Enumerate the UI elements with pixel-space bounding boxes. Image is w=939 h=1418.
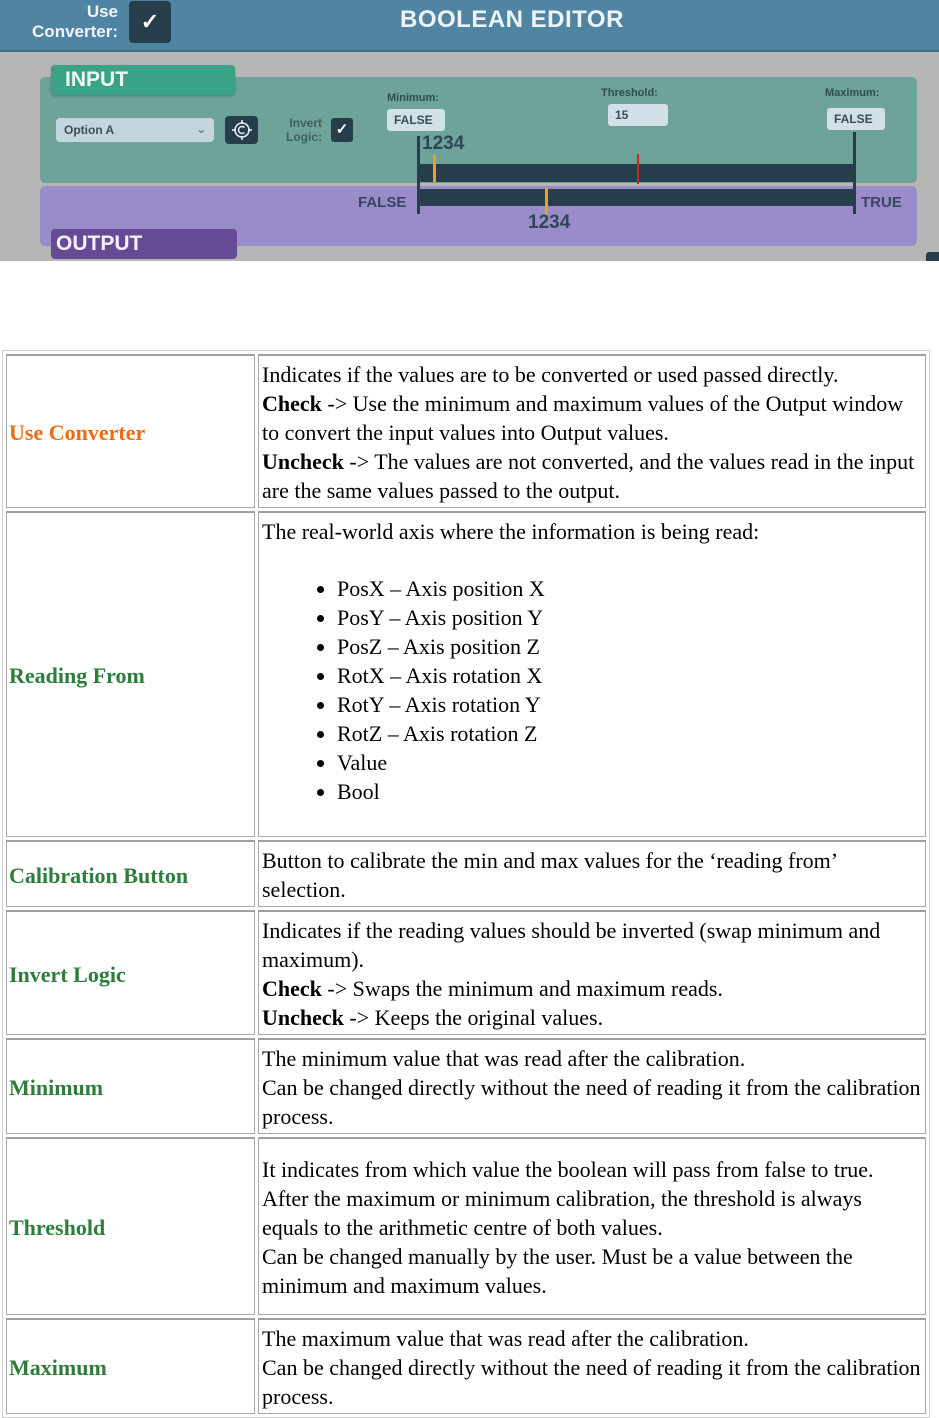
- checkmark-icon: ✓: [335, 121, 349, 138]
- output-false-label: FALSE: [358, 194, 407, 211]
- param-name: Invert Logic: [6, 910, 255, 1035]
- editor-header: [0, 0, 939, 52]
- desc-bold: Uncheck: [262, 1005, 344, 1030]
- use-converter-label: [18, 2, 118, 42]
- output-true-label: TRUE: [861, 194, 902, 211]
- table-row: [6, 1318, 926, 1414]
- minimum-field[interactable]: FALSE: [387, 109, 445, 131]
- table-row: [6, 354, 926, 508]
- desc-line: [262, 447, 923, 505]
- list-item: • PosX – Axis position X: [337, 574, 923, 603]
- list-item: • RotX – Axis rotation X: [337, 661, 923, 690]
- threshold-marker: [637, 154, 639, 184]
- param-name: Maximum: [6, 1318, 255, 1414]
- parameter-table: [2, 350, 930, 1418]
- desc-line: The maximum value that was read after the calibration.: [262, 1326, 749, 1351]
- list-item: • Bool: [337, 777, 923, 806]
- use-converter-checkbox[interactable]: [129, 1, 171, 43]
- desc-text: -> Keeps the original values.: [343, 1005, 604, 1030]
- threshold-label: Threshold:: [601, 87, 658, 99]
- table-row: [6, 910, 926, 1035]
- input-reading-value: 1234: [422, 133, 465, 154]
- output-reading-value: 1234: [528, 212, 571, 233]
- desc-bold: Check: [262, 391, 322, 416]
- table-row: [6, 840, 926, 907]
- list-item: • PosZ – Axis position Z: [337, 632, 923, 661]
- desc-bold: Check: [262, 976, 322, 1001]
- desc-line: After the maximum or minimum calibration, the threshold is always equals to the arithmetic centre of both values.: [262, 1186, 862, 1240]
- threshold-field[interactable]: 15: [608, 104, 668, 126]
- boolean-editor-screenshot: [0, 0, 939, 261]
- table-row: [6, 1038, 926, 1134]
- param-name: Minimum: [6, 1038, 255, 1134]
- desc-line: [262, 1003, 923, 1032]
- input-reading-marker: [433, 155, 436, 182]
- axis-list: [262, 574, 923, 806]
- reading-from-selected: Option A: [64, 123, 115, 137]
- desc-text: -> Swaps the minimum and maximum reads.: [321, 976, 723, 1001]
- reading-from-dropdown[interactable]: [56, 118, 214, 142]
- use-converter-label-line2: Converter:: [32, 22, 118, 41]
- desc-text: -> Use the minimum and maximum values of the Output window to convert the input values into Output values.: [262, 391, 904, 445]
- param-name: Use Converter: [6, 354, 255, 508]
- list-item: • Value: [337, 748, 923, 777]
- desc-line: Button to calibrate the min and max values for the ‘reading from’ selection.: [262, 848, 837, 902]
- output-tab: OUTPUT: [51, 229, 237, 259]
- desc-line: The minimum value that was read after the calibration.: [262, 1046, 746, 1071]
- desc-line: The real-world axis where the information is being read:: [262, 519, 760, 544]
- desc-line: Indicates if the reading values should be inverted (swap minimum and maximum).: [262, 918, 881, 972]
- minimum-label: Minimum:: [387, 92, 439, 104]
- param-description: [258, 1137, 926, 1315]
- desc-line: Indicates if the values are to be converted or used passed directly.: [262, 362, 839, 387]
- invert-logic-checkbox[interactable]: [331, 118, 353, 142]
- input-tab: INPUT: [51, 65, 235, 95]
- list-item: • RotZ – Axis rotation Z: [337, 719, 923, 748]
- use-converter-label-line1: Use: [86, 2, 118, 21]
- maximum-field[interactable]: FALSE: [827, 108, 885, 130]
- chevron-down-icon: ⌄: [196, 124, 206, 136]
- param-description: [258, 1318, 926, 1414]
- param-description: [258, 1038, 926, 1134]
- invert-logic-label: [274, 116, 322, 144]
- output-reading-marker: [545, 188, 548, 214]
- param-name: Threshold: [6, 1137, 255, 1315]
- output-scale-bar: [420, 189, 853, 206]
- desc-line: [262, 974, 923, 1003]
- table-row: [6, 511, 926, 837]
- desc-line: Can be changed directly without the need of reading it from the calibration process.: [262, 1355, 921, 1409]
- desc-bold: Uncheck: [262, 449, 344, 474]
- table-row: [6, 1137, 926, 1315]
- param-description: [258, 354, 926, 508]
- checkmark-icon: ✓: [140, 9, 160, 34]
- param-description: [258, 840, 926, 907]
- crosshair-target-icon: [231, 119, 253, 141]
- list-item: • PosY – Axis position Y: [337, 603, 923, 632]
- list-item: • RotY – Axis rotation Y: [337, 690, 923, 719]
- maximum-label: Maximum:: [825, 87, 880, 99]
- calibration-button[interactable]: [225, 116, 258, 144]
- desc-line: [262, 389, 923, 447]
- desc-line: It indicates from which value the boolean will pass from false to true.: [262, 1157, 874, 1182]
- editor-title: BOOLEAN EDITOR: [400, 6, 624, 33]
- desc-line: Can be changed directly without the need of reading it from the calibration process.: [262, 1075, 921, 1129]
- max-end-line: [853, 132, 856, 214]
- desc-text: -> The values are not converted, and the values read in the input are the same values passed to the output.: [262, 449, 915, 503]
- invert-logic-label-line1: Invert: [289, 116, 322, 130]
- param-description: [258, 910, 926, 1035]
- param-name: Reading From: [6, 511, 255, 837]
- param-name: Calibration Button: [6, 840, 255, 907]
- invert-logic-label-line2: Logic:: [286, 130, 322, 144]
- corner-button[interactable]: [926, 252, 939, 261]
- param-description: [258, 511, 926, 837]
- desc-line: Can be changed manually by the user. Must be a value between the minimum and maximum values.: [262, 1244, 853, 1298]
